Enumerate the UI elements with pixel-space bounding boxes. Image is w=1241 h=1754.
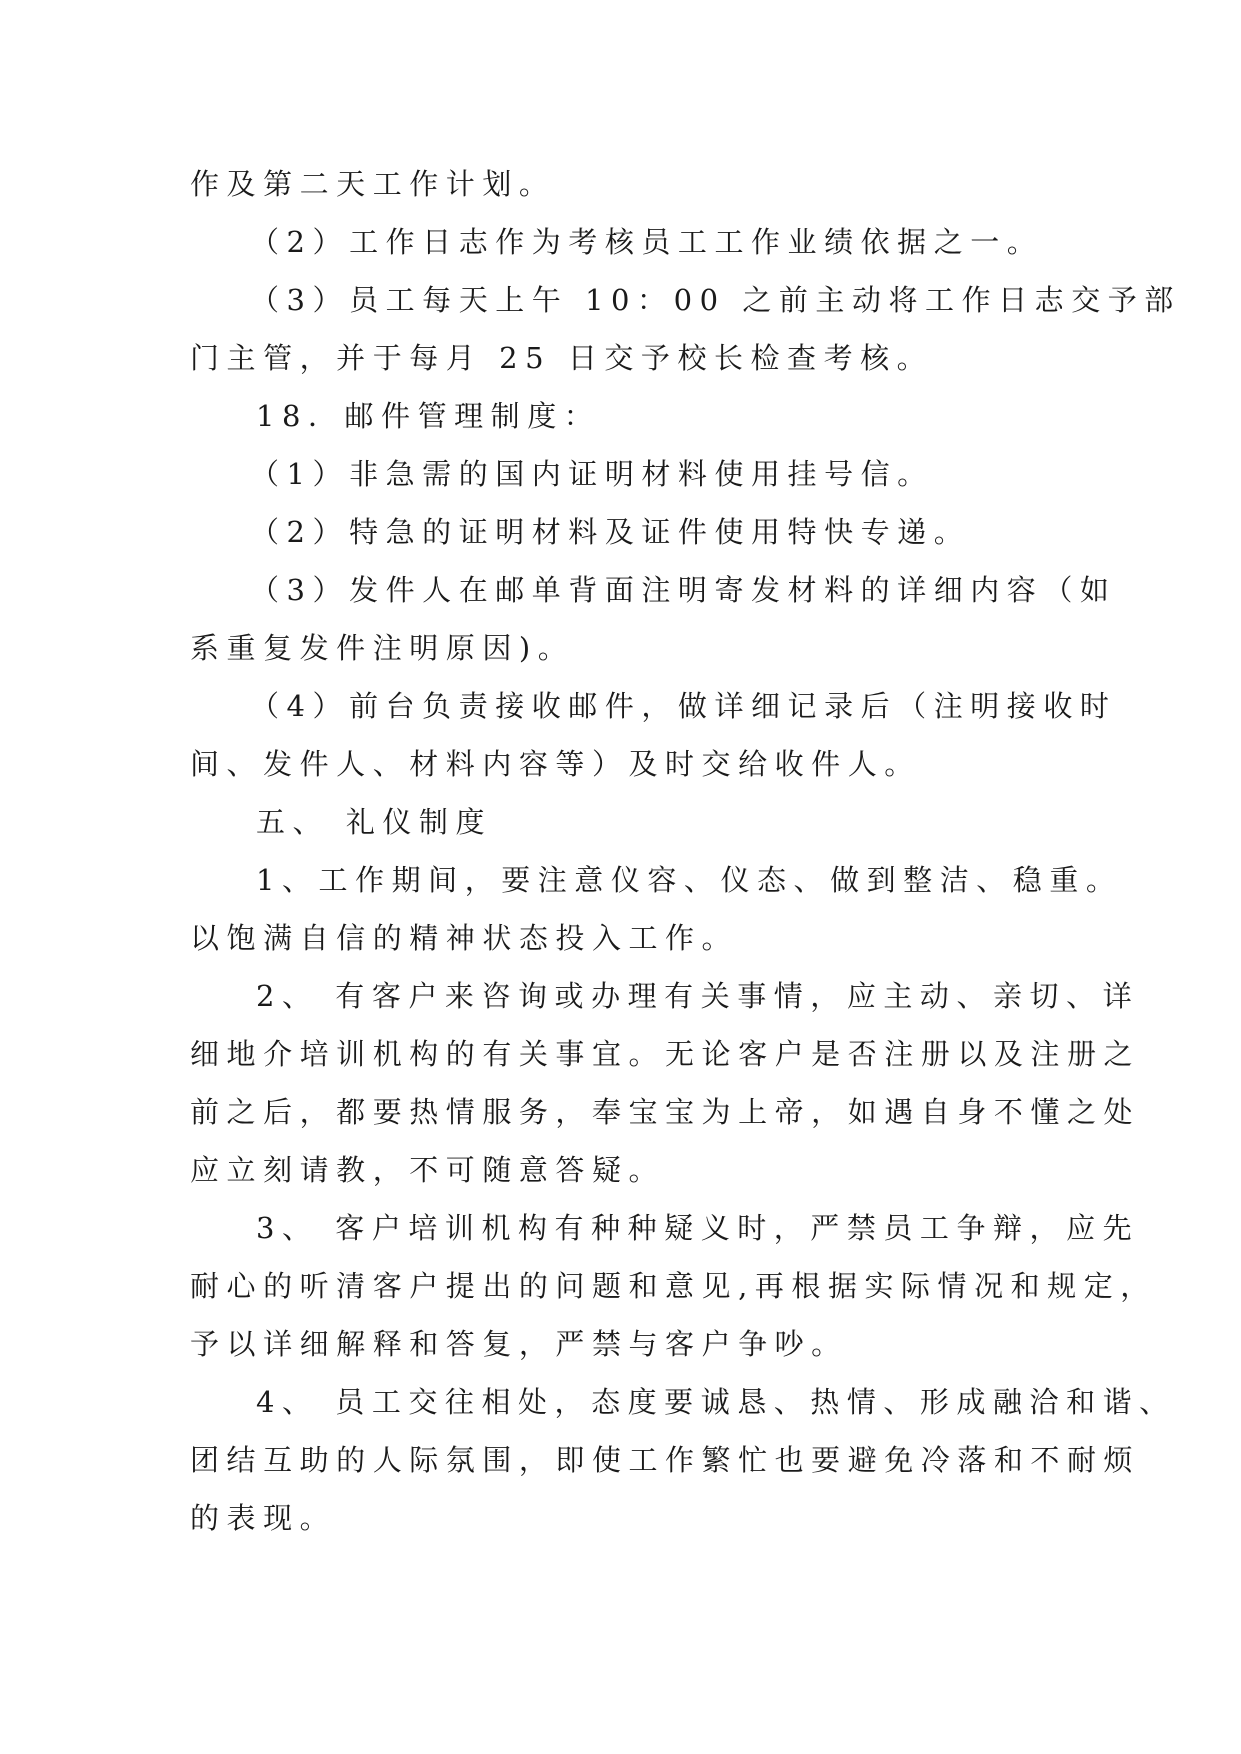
text-line: 门主管，并于每月 25 日交予校长检查考核。 <box>190 341 934 375</box>
text-line: 团结互助的人际氛围，即使工作繁忙也要避免冷落和不耐烦 <box>190 1443 1141 1477</box>
text-line: 系重复发件注明原因)。 <box>190 631 575 665</box>
text-line: （3）发件人在邮单背面注明寄发材料的详细内容（如 <box>250 573 1117 607</box>
text-line: 1、工作期间，要注意仪容、仪态、做到整洁、稳重。 <box>256 863 1123 897</box>
text-line: 以饱满自信的精神状态投入工作。 <box>190 921 739 955</box>
text-line: 的表现。 <box>190 1501 337 1535</box>
text-line: 耐心的听清客户提出的问题和意见,再根据实际情况和规定， <box>190 1269 1157 1303</box>
text-line: 予以详细解释和答复，严禁与客户争吵。 <box>190 1327 848 1361</box>
section-heading: 18．邮件管理制度： <box>256 399 601 433</box>
section-heading: 五、 礼仪制度 <box>256 805 492 839</box>
text-line: （2）工作日志作为考核员工工作业绩依据之一。 <box>250 225 1044 259</box>
text-line: 3、 客户培训机构有种种疑义时，严禁员工争辩，应先 <box>256 1211 1140 1245</box>
text-line: 2、 有客户来咨询或办理有关事情，应主动、亲切、详 <box>256 979 1140 1013</box>
text-line: 前之后，都要热情服务，奉宝宝为上帝，如遇自身不懂之处 <box>190 1095 1141 1129</box>
text-line: （3）员工每天上午 10：00 之前主动将工作日志交予部 <box>250 283 1181 317</box>
text-line: （1）非急需的国内证明材料使用挂号信。 <box>250 457 934 491</box>
text-line: 4、 员工交往相处，态度要诚恳、热情、形成融洽和谐、 <box>256 1385 1176 1419</box>
text-line: （2）特急的证明材料及证件使用特快专递。 <box>250 515 971 549</box>
text-line: 细地介培训机构的有关事宜。无论客户是否注册以及注册之 <box>190 1037 1141 1071</box>
text-line: 间、发件人、材料内容等）及时交给收件人。 <box>190 747 921 781</box>
text-line: （4）前台负责接收邮件，做详细记录后（注明接收时 <box>250 689 1117 723</box>
text-line: 作及第二天工作计划。 <box>190 167 556 201</box>
text-line: 应立刻请教，不可随意答疑。 <box>190 1153 666 1187</box>
